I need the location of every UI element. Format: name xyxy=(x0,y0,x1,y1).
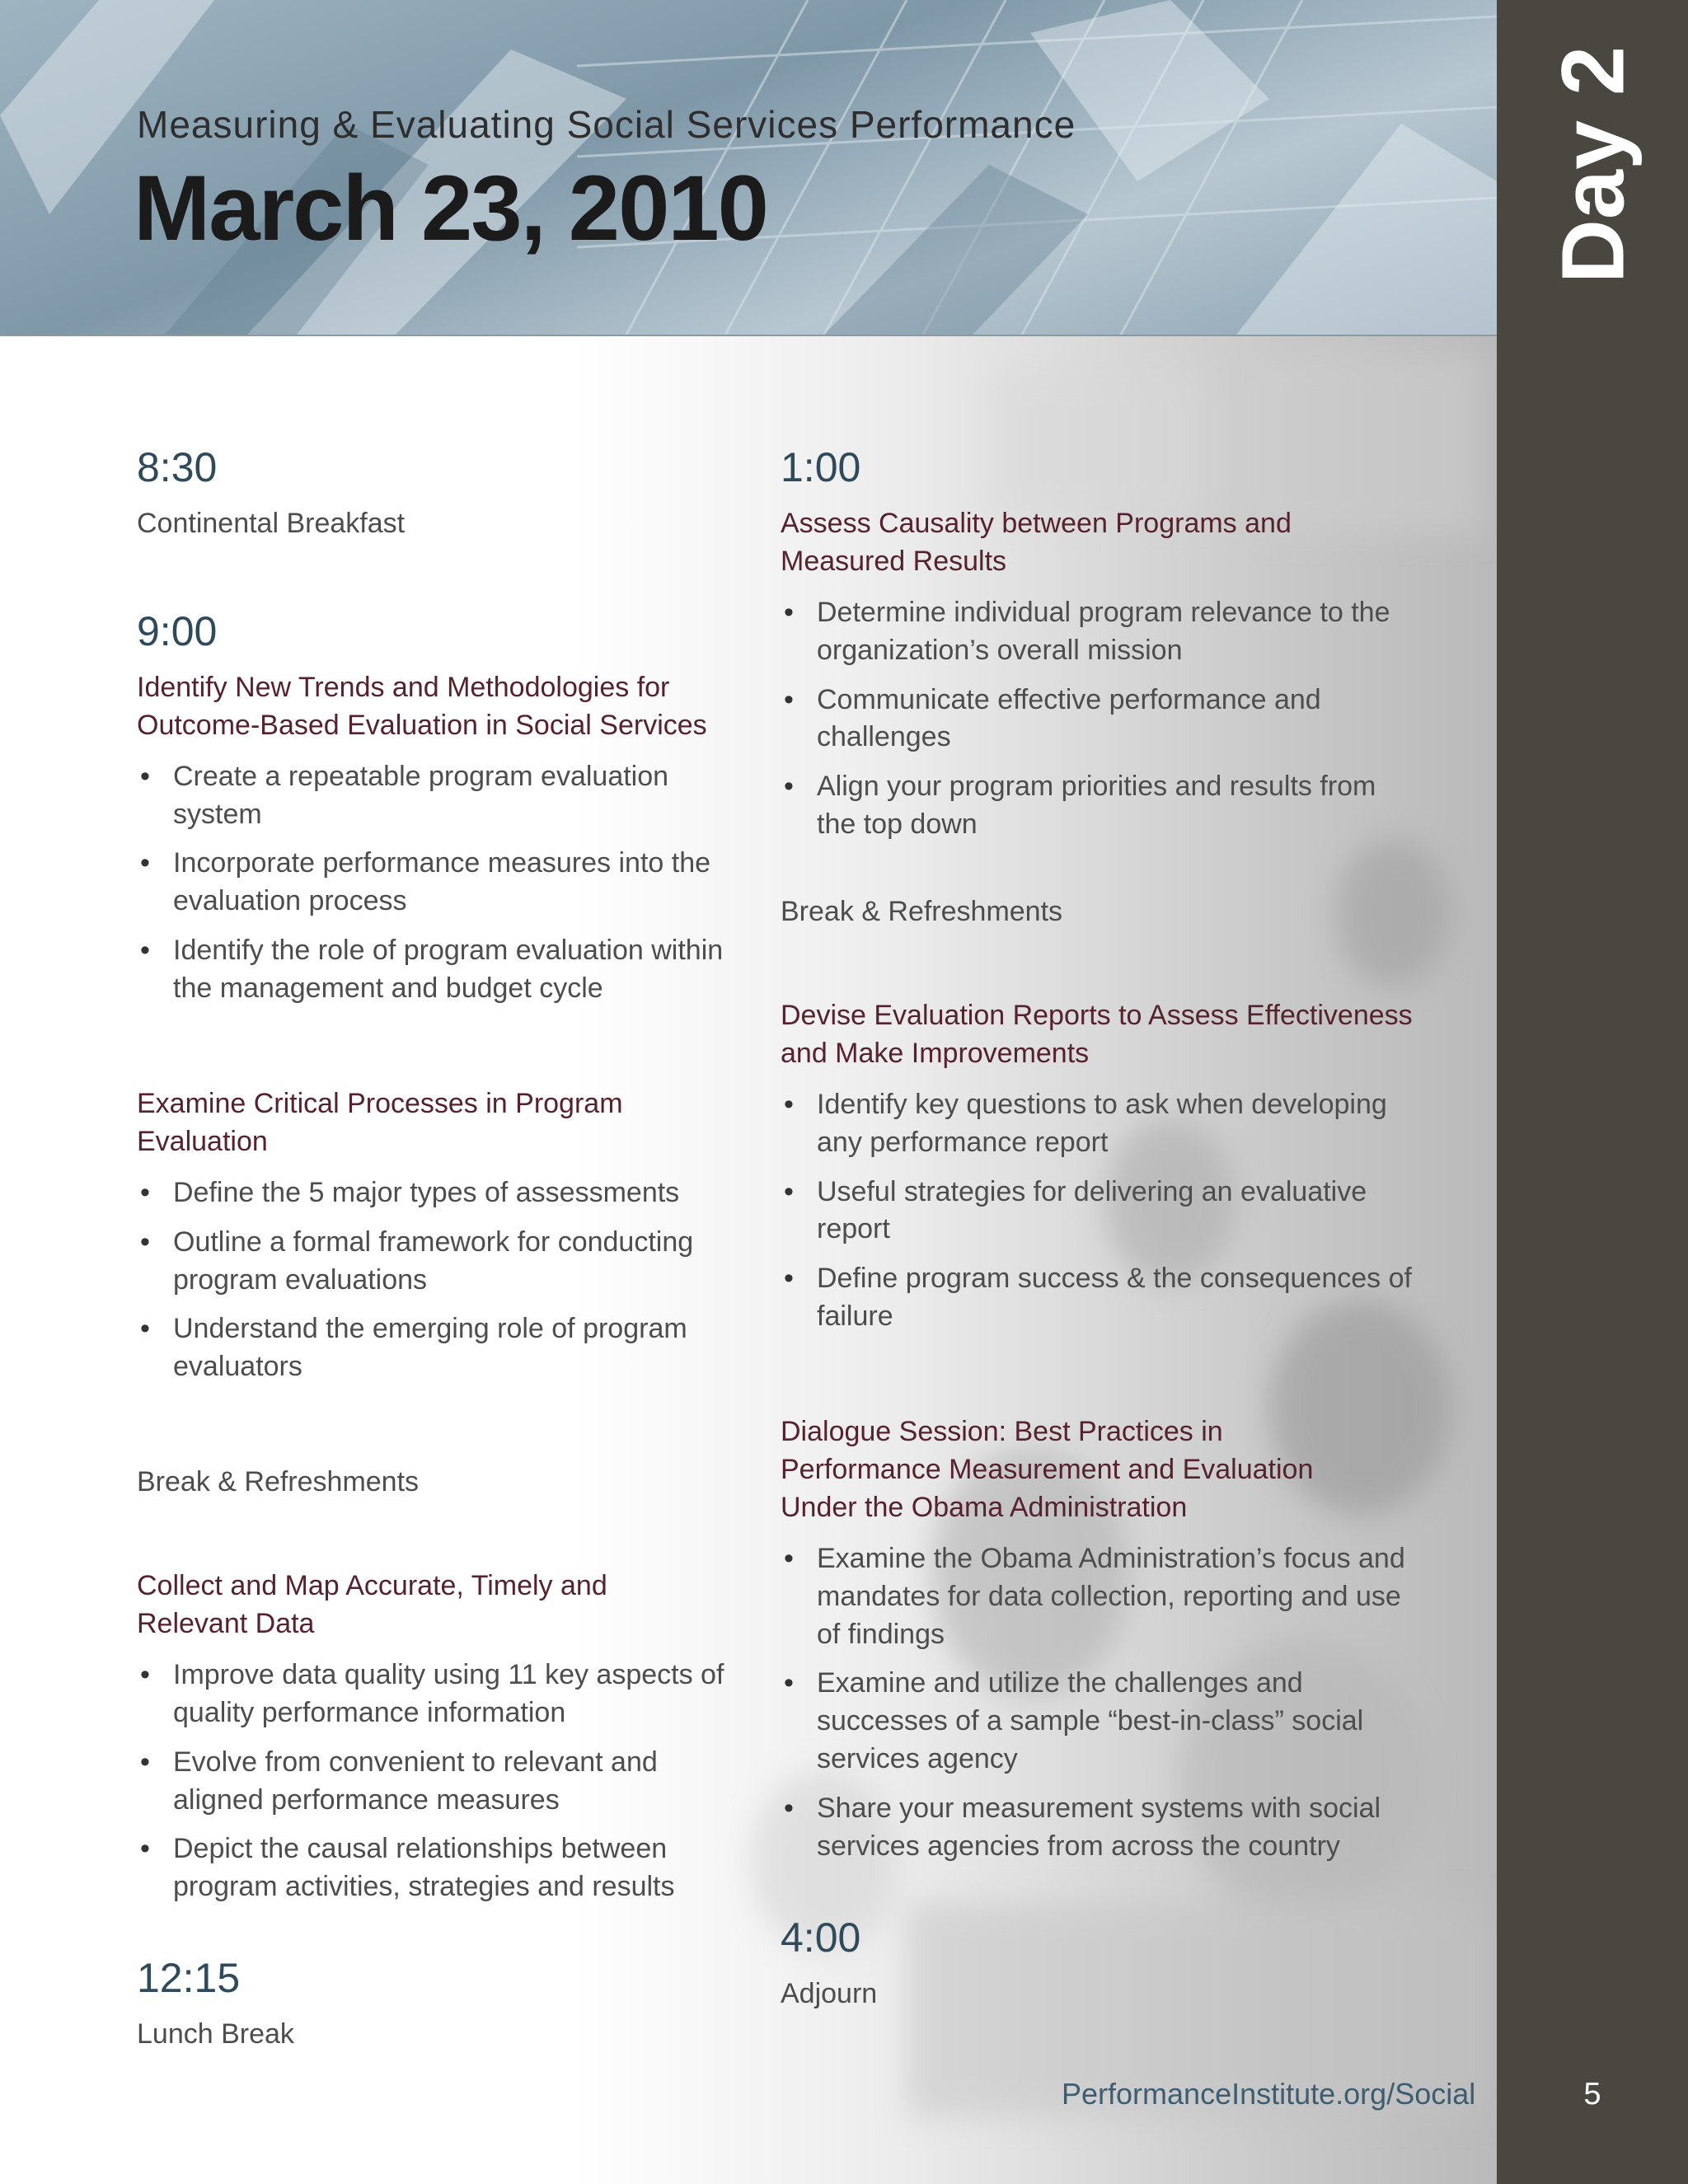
list-item: • Understand the emerging role of program evaluators xyxy=(137,1310,747,1386)
session-critical-processes xyxy=(137,1085,747,1386)
list-item: • Examine and utilize the challenges and successes of a sample “best-in-class” social services agency xyxy=(781,1665,1415,1779)
session-title-line: Performance Measurement and Evaluation xyxy=(781,1454,1314,1486)
session-1215 xyxy=(137,1956,747,2054)
conference-subtitle: Measuring & Evaluating Social Services Performance xyxy=(137,103,1076,146)
session-break xyxy=(781,893,1415,931)
list-item: • Examine the Obama Administration’s focus and mandates for data collection, reporting and use of findings xyxy=(781,1540,1415,1654)
session-collect-data xyxy=(137,1568,747,1906)
list-item: • Incorporate performance measures into the evaluation process xyxy=(137,845,747,921)
session-bullet-list xyxy=(137,758,747,1008)
schedule-right-column xyxy=(781,445,1415,2013)
list-item: • Useful strategies for delivering an evaluative report xyxy=(781,1174,1415,1249)
list-item: • Identify key questions to ask when developing any performance report xyxy=(781,1086,1415,1162)
session-bullet-list xyxy=(781,1086,1415,1336)
session-title-line: and Make Improvements xyxy=(781,1037,1090,1069)
session-text: Lunch Break xyxy=(137,2018,294,2050)
session-title xyxy=(781,505,1415,581)
session-text: Continental Breakfast xyxy=(137,508,406,539)
session-time: 1:00 xyxy=(781,444,861,490)
session-title-line: Relevant Data xyxy=(137,1608,315,1640)
session-bullet-list xyxy=(137,1174,747,1386)
list-item: • Identify the role of program evaluation within the management and budget cycle xyxy=(137,932,747,1008)
session-title-line: Under the Obama Administration xyxy=(781,1491,1188,1523)
session-text: Break & Refreshments xyxy=(781,896,1063,928)
schedule-left-column xyxy=(137,445,747,2054)
session-time: 8:30 xyxy=(137,444,218,490)
list-item: • Share your measurement systems with social services agencies from across the country xyxy=(781,1790,1415,1866)
session-830 xyxy=(137,445,747,543)
session-title xyxy=(781,1413,1415,1527)
session-evaluation-reports xyxy=(781,997,1415,1336)
session-900 xyxy=(137,609,747,1008)
session-time: 4:00 xyxy=(781,1914,861,1961)
session-dialogue xyxy=(781,1413,1415,1866)
session-bullet-list xyxy=(137,1657,747,1906)
page-title-date: March 23, 2010 xyxy=(134,157,767,260)
session-100 xyxy=(781,445,1415,844)
list-item: • Align your program priorities and results from the top down xyxy=(781,768,1415,844)
session-title-line: Assess Causality between Programs and xyxy=(781,508,1292,539)
session-break xyxy=(137,1464,747,1502)
list-item: • Define the 5 major types of assessments xyxy=(137,1174,747,1212)
list-item: • Determine individual program relevance to the organization’s overall mission xyxy=(781,594,1415,670)
session-bullet-list xyxy=(781,1540,1415,1866)
session-title xyxy=(137,669,747,745)
day-sidebar xyxy=(1497,0,1688,2184)
session-time: 12:15 xyxy=(137,1955,241,2002)
page-number: 5 xyxy=(1583,2077,1601,2111)
session-title-line: Measured Results xyxy=(781,545,1007,577)
list-item: • Create a repeatable program evaluation system xyxy=(137,758,747,834)
list-item: • Evolve from convenient to relevant and aligned performance measures xyxy=(137,1744,747,1820)
session-title-line: Dialogue Session: Best Practices in xyxy=(781,1416,1223,1448)
session-time: 9:00 xyxy=(137,607,218,654)
session-text: Adjourn xyxy=(781,1977,878,2009)
list-item: • Outline a formal framework for conducting program evaluations xyxy=(137,1224,747,1300)
session-title: Examine Critical Processes in Program Evaluation xyxy=(137,1088,623,1157)
day-label: Day 2 xyxy=(1542,45,1643,284)
session-title-line: Devise Evaluation Reports to Assess Effectiveness xyxy=(781,1000,1413,1032)
list-item: • Depict the causal relationships between program activities, strategies and results xyxy=(137,1830,747,1906)
session-bullet-list xyxy=(781,594,1415,844)
list-item: • Communicate effective performance and challenges xyxy=(781,682,1415,757)
session-title-line: Outcome-Based Evaluation in Social Services xyxy=(137,709,707,741)
list-item: • Define program success & the consequences of failure xyxy=(781,1260,1415,1336)
footer-website-url: PerformanceInstitute.org/Social xyxy=(1062,2077,1476,2111)
session-title-line: Collect and Map Accurate, Timely and xyxy=(137,1570,607,1602)
list-item: • Improve data quality using 11 key aspects of quality performance information xyxy=(137,1657,747,1732)
session-title-line: Identify New Trends and Methodologies for xyxy=(137,671,670,703)
session-title xyxy=(781,997,1415,1073)
session-title xyxy=(137,1568,747,1643)
header-banner xyxy=(0,0,1497,336)
session-400 xyxy=(781,1915,1415,2013)
session-text: Break & Refreshments xyxy=(137,1466,420,1498)
